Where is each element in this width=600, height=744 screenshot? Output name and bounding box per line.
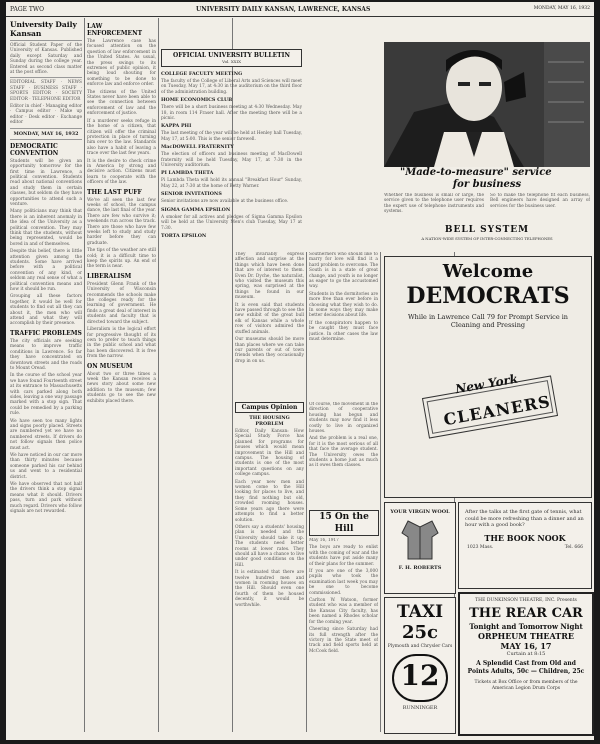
virgin-wool-name: F. H. ROBERTS (398, 565, 442, 571)
headline-liberalism: LIBERALISM (87, 272, 132, 280)
bulletin-item: COLLEGE FACULTY MEETING (161, 71, 243, 77)
years-ago-box (309, 510, 379, 536)
bell-ad-body: Whether the business is small or large, the service given to the telephone user requires the expert use of telephone instruments and systems. So to make the telephone fit each business, Bell engineers have designed an array of services for the business user. (384, 193, 590, 215)
campus-opinion: Campus Opinion THE HOUSING PROBLEM Editor, Daily Kansan: How Special Study Force has planned for programs for houses which would mean improvement in the Hill and campus. The housing of students is one of the most important questions on any college campus. Each year new men and women come to the Hill looking for places to live, and they find nothing but old, crowded rooming houses. Some years ago there were attempts to find a better solution. Others say a students' housing plan is needed and the University should take it up. The students need better rooms at lower rates. They should all have a chance to live under good conditions on the Hill. It is estimated that there are twelve hundred men and women in rooming houses on the Hill. Should even one fourth of them be housed decently, it would be worthwhile. (235, 404, 304, 608)
rear-car-presents: THE DUNKINSON THEATRE, INC. Presents (475, 598, 577, 603)
taxi-phone-badge (392, 654, 448, 702)
rear-car-date: MAY 16, 17 (500, 641, 552, 651)
virgin-wool-ad (384, 502, 456, 594)
headline-law-enforcement: LAW ENFORCEMENT (87, 23, 143, 37)
bulletin-item: SIGMA GAMMA EPSILON (161, 206, 231, 213)
book-nook-phone: Tel. 666 (564, 544, 583, 550)
bell-ad-illustration (384, 42, 590, 167)
bulletin-title: OFFICIAL UNIVERSITY BULLETIN (173, 52, 290, 59)
rear-car-prices: A Splendid Cast from Old and Points Adults, 50c — Children, 25c (467, 660, 585, 675)
rear-car-theatre: ORPHEUM THEATRE (478, 631, 574, 641)
rear-car-title: THE REAR CAR (469, 606, 583, 621)
bulletin-item: TORTA EPSILON (161, 232, 207, 239)
edition-date: MONDAY, MAY 16, 1932 (13, 130, 79, 137)
masthead-title: UNIVERSITY DAILY KANSAN, LAWRENCE, KANSAS (196, 6, 371, 13)
column-4-middle: Of course, the movement in the direction of cooperative housing has begun and students may now find it less costly to live in organized houses. And the problem is a real one, for it is the most serious of all that face the average student. The University owes the students a home just as much as it owes them classes. (309, 402, 378, 469)
years-ago-text: May 16, 1917 The boys are ready to enlist with the coming of war and the students have put aside many of their plans for the summer. If you are one of the 3,000 pupils who took the examination last week you may be one to become commissioned. Carlton W. Watson, former student who was a member of the Kansas City faculty, has been named a Rhodes scholar for the coming year. Cheering since Saturday had its full strength after the victory in the State meet of track and field sports held at McCook field. (309, 538, 378, 654)
new-york-cleaners-logo (415, 367, 565, 447)
column-3-lower: They invariably express affection and surprise at the things which have been done that are of interest to them. Even Dr. Dyche, the naturalist, who visited the museum this spring, was surprised at the things he found in our museum. It is even said that students have passed through to see the new exhibit of the great bull elk of Kansas while a whole row of visitors admired the stuffed animals. Our museums should be more than places where we can take our parents or out of town friends when they occasionally drop in on us. (235, 252, 304, 364)
book-nook-ad (458, 502, 592, 589)
masthead-date: MONDAY, MAY 16, 1932 (533, 6, 590, 11)
rear-car-tickets: Tickets at Box Office or from members of the American Legion Drum Corps (474, 680, 578, 691)
rear-car-ad (458, 592, 594, 736)
virgin-wool-title: YOUR VIRGIN WOOL (390, 509, 450, 515)
democrats-ad-body: While in Lawrence Call 79 for Prompt Service in Cleaning and Pressing (408, 313, 568, 329)
book-nook-body: After the talks at the first gate of tennis, what could be more refreshing than a dinner and an hour with a good book? (465, 509, 584, 528)
book-nook-contact (459, 543, 591, 553)
taxi-phone-number: 12 (400, 659, 440, 692)
bulletin-item: KAPPA PHI (161, 123, 192, 130)
bell-ad-headline-2: for business (452, 179, 522, 190)
column-rule (158, 18, 159, 732)
headline-traffic-problems: TRAFFIC PROBLEMS (10, 329, 82, 337)
bell-ad-tagline: A NATION-WIDE SYSTEM OF INTER-CONNECTING TELEPHONES (421, 236, 553, 241)
campus-opinion-box (235, 402, 304, 413)
column-2: LAW ENFORCEMENT The Lawrence case has focused attention on the question of law enforcement in the United States. As usual, the press swings to its extremes of public opinion, it being loud shouting for something to be done to enforce law and enforce order. The citizens of the United States never have been able to see the connection between enforcement of law and the enforcement of justice. If a murderer seeks refuge in the home of a citizen, that citizen will offer the criminal protection in place of turning him over to the law. Standards also have a habit of leaving a trace over the last few years. It is the desire to check crime in America by strong and decisive action. Citizens must learn to cooperate with the officers of the law. THE LAST PUFF We've all seen the last few weeks of school, the campus dance, the last final of the year. There are few who survive it; weekends run across the track. There are those who have few weeks left to study and study harder before they can graduate. The tips of the weather are still cold; it is a difficult time to keep the spirits up. An end of the term is near. LIBERALISM President Glenn Frank of the University of Wisconsin recommends the schools make the colleges ready for the learning of government. He finds a great deal of interest in students and faculty that is directed toward the subject. Liberalism is the logical effort for progressive thought of its own to prefer to teach things in the public school and what has been discovered. It is free from the narrow. ON MUSEUM About two or three times a week the Kansan receives a news story about some new addition to the museum; few students go to see the new exhibits placed there. (87, 23, 156, 404)
cleaners-text: CLEANERS (442, 391, 553, 430)
businessman-on-telephone-illustration (384, 42, 590, 167)
rear-car-when: Tonight and Tomorrow Night (469, 622, 583, 631)
book-nook-name: THE BOOK NOOK (484, 532, 566, 543)
book-nook-address: 1023 Mass. (467, 544, 494, 550)
bulletin-volume: Vol. XXIX (222, 59, 241, 64)
bulletin-item: PI LAMBDA THETA (161, 170, 214, 177)
column-rule (380, 252, 381, 732)
suit-icon (400, 517, 440, 561)
taxi-cars: Plymouth and Chrysler Cars (387, 644, 453, 649)
years-ago-title: 15 On the Hill (319, 512, 369, 534)
bulletin-item: SENIOR INVITATIONS (161, 191, 222, 198)
official-bulletin (161, 49, 302, 247)
bell-ad-headline: "Made-to-measure" service (400, 167, 552, 178)
welcome-text: Welcome (442, 261, 534, 282)
bell-ad (384, 167, 590, 252)
campus-opinion-title: Campus Opinion (241, 404, 298, 411)
headline-on-museum: ON MUSEUM (87, 362, 133, 370)
bulletin-item: HOME ECONOMICS CLUB (161, 97, 233, 104)
column-4-lower: Southerners who should like to marry for love will find it a hard problem to overcome. The South is in a state of great change, and youth is no longer as eager to go the accustomed way. Students in the dormitories are more free than ever before in choosing what they wish to do. In some ways they may make better decisions about life. If the conspirators happen to be caught they must face justice. In other cases the law must determine. (309, 252, 378, 343)
headline-the-last-puff: THE LAST PUFF (87, 188, 142, 196)
newspaper-page (6, 2, 594, 740)
democrats-cleaners-ad (384, 256, 592, 498)
taxi-company: RUNNINGER (402, 705, 438, 711)
rear-car-curtain: Curtain at 8:15 (506, 651, 546, 657)
taxi-text: TAXI (396, 602, 444, 622)
column-rule (306, 252, 307, 732)
years-ago-subtitle (310, 535, 378, 536)
bell-system-brand: BELL SYSTEM (444, 225, 530, 235)
bulletin-item: MacDOWELL FRATERNITY (161, 144, 234, 151)
campus-opinion-subhead: THE HOUSING PROBLEM (249, 415, 290, 427)
taxi-ad (384, 597, 456, 734)
headline-democratic-convention: DEMOCRATIC CONVENTION (10, 142, 59, 157)
paper-nameplate: University Daily Kansan (10, 20, 77, 38)
column-1: University Daily Kansan Official Student Paper of the University of Kansas. Published daily except Saturday and Sunday during the college year. Entered as second class matter at the post office. EDITORIAL STAFF · NEWS STAFF · BUSINESS STAFF · SPORTS EDITOR · SOCIETY EDITOR · TELEPHONE EDITOR Editor in chief · Managing editor · Campus editor · Make up editor · Desk editor · Exchange editor MONDAY, MAY 16, 1932 DEMOCRATIC CONVENTION Students will be given an opportunity tomorrow for the first time in Lawrence, a political convention. Students read about national conventions and study them in certain classes, but seldom do they have opportunities to attend such a venture. Many politicians may think that there is an inherent anomaly in the idea of the University as a political convention. They may think that the students, without being represented, would be bored in and of themselves. Despite this belief, there is little attention given among the students. Some have arrived before with a political convention of any kind, or seldom any real sense of what a political convention means and how it should be run. Grouping all these factors together, it would be well for students to find out all they can about it, the men who will attend and what they will accomplish by their presence. TRAFFIC PROBLEMS The city officials are seeking means to improve traffic conditions in Lawrence. So far they have concentrated on downtown streets and the roads to Mount Oread. In the course of the school year we have found Fourteenth street at its entrance to Massachusetts with cars parked along both sides, leaving a one way passage marked with a stop sign. That could be remedied by a parking rule. We have seen too many lights and signs poorly placed. Streets are numbered yet we have no numbered streets. If drivers do not follow signals then police must act. We have noticed in our car more than thirty minutes because someone parked his car behind us and went to a residential district. We have observed that not half the drivers think a stop signal means what it should. Drivers pass, turn and park without much regard. Drivers who follow signals are not rewarded. (10, 20, 82, 515)
column-rule (84, 18, 85, 732)
new-york-text: New York (454, 371, 520, 397)
masthead (6, 4, 594, 17)
page-number: PAGE TWO (10, 6, 44, 13)
bulletin-notices: COLLEGE FACULTY MEETING The faculty of the College of Liberal Arts and Sciences will meet on Tuesday, May 17, at 4:30 in the auditorium on the third floor of the administration building. HOME ECONOMICS CLUB There will be a short business meeting at 4:30 Wednesday. May 18, in room 114 Fraser hall. After the meeting there will be a picnic. KAPPA PHI The last meeting of the year will be held at Henley hall Tuesday, May 17, at 5:00. This is the senior farewell. MacDOWELL FRATERNITY The election of officers and business meeting of MacDowell fraternity will be held Tuesday, May 17, at 7:30 in the University auditorium. PI LAMBDA THETA Pi Lambda Theta will hold its annual "Breakfast Hour" Sunday, May 22, at 7:30 at the home of Betty Warner. SENIOR INVITATIONS Senior invitations are now available at the business office. SIGMA GAMMA EPSILON A smoker for all actives and pledges of Sigma Gamma Epsilon will be held at the University Men's club Tuesday, May 17 at 7:30. TORTA EPSILON (161, 71, 302, 239)
taxi-price: 25c (401, 622, 438, 643)
democrats-text: DEMOCRATS (406, 283, 570, 309)
